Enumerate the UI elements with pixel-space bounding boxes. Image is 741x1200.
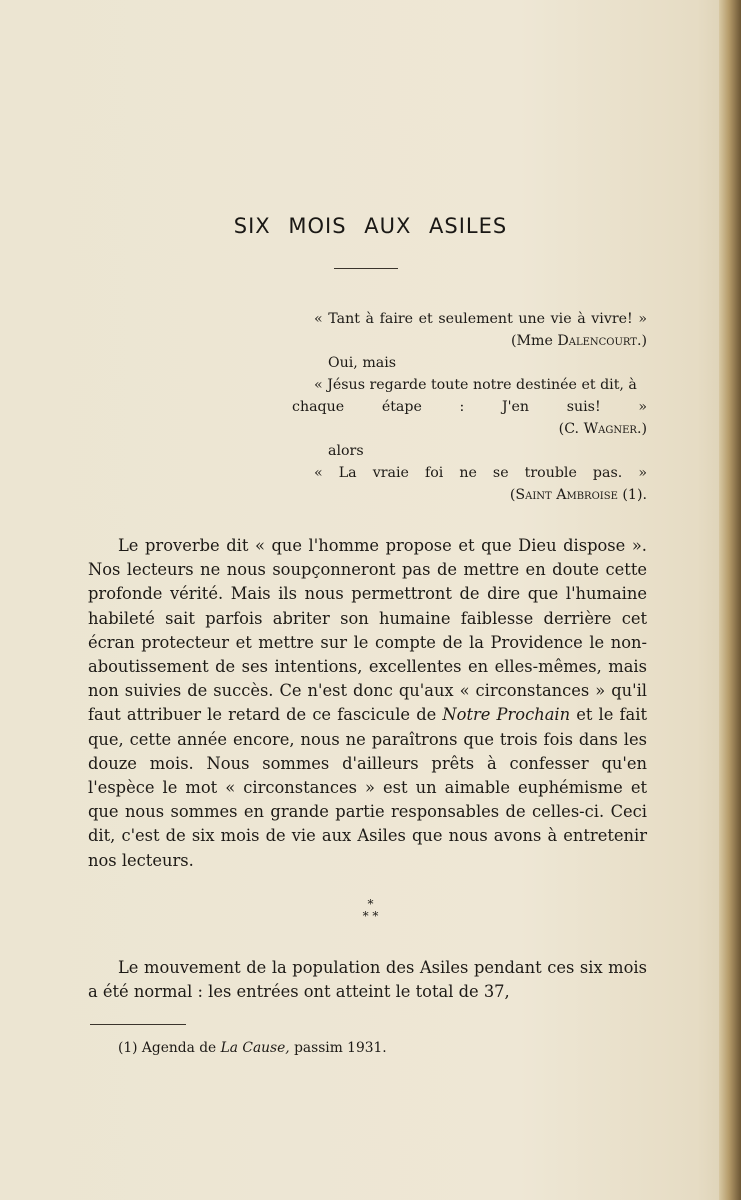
body-text-2 bbox=[88, 956, 647, 1004]
epigraph-connector-2: alors bbox=[328, 443, 364, 459]
epigraph-quote-2: « Jésus regarde toute notre destinée et dit, à chaque étape : J'en suis! » bbox=[292, 377, 647, 415]
book-spine-edge bbox=[719, 0, 741, 1200]
epigraph-attribution-3: (Saint Ambroise (1). bbox=[509, 487, 647, 503]
title-divider bbox=[334, 268, 398, 269]
footnote: (1) Agenda de La Cause, passim 1931. bbox=[118, 1040, 387, 1056]
epigraph-connector-1: Oui, mais bbox=[328, 355, 397, 371]
epigraph-quote-3: « La vraie foi ne se trouble pas. » bbox=[314, 465, 647, 481]
page-title: SIX MOIS AUX ASILES bbox=[233, 214, 508, 238]
epigraph-quote-1: « Tant à faire et seulement une vie à vivre! » bbox=[314, 311, 647, 327]
epigraph bbox=[292, 308, 647, 506]
section-separator-asterism: * * * bbox=[362, 897, 379, 923]
paragraph-1: Le proverbe dit « que l'homme propose et que Dieu dispose ». Nos lecteurs ne nous soupçonneront pas de mettre en doute cette profonde vérité. Mais ils nous permettront de dire que l'humaine habileté sait parfois abriter son humaine faiblesse derrière cet écran protecteur et mettre sur le compte de la Providence le non-aboutissement de ses intentions, excellentes en elles-mêmes, mais non suivies de succès. Ce n'est donc qu'aux « circonstances » qu'il faut attribuer le retard de ce fascicule de Notre Prochain et le fait que, cette année encore, nous ne paraîtrons que trois fois dans les douze mois. Nous sommes d'ailleurs prêts à confesser qu'en l'espèce le mot « circonstances » est un aimable euphémisme et que nous sommes en grande partie responsables de celles-ci. Ceci dit, c'est de six mois de vie aux Asiles que nous avons à entretenir nos lecteurs. bbox=[88, 536, 648, 870]
body-text bbox=[88, 534, 647, 873]
footnote-divider bbox=[90, 1024, 186, 1025]
epigraph-attribution-1: (Mme Dalencourt.) bbox=[510, 333, 647, 349]
epigraph-attribution-2: (C. Wagner.) bbox=[558, 421, 647, 437]
italic-title: Notre Prochain bbox=[442, 705, 571, 725]
paragraph-2: Le mouvement de la population des Asiles pendant ces six mois a été normal : les entrées ont atteint le total de 37, bbox=[88, 958, 647, 1002]
